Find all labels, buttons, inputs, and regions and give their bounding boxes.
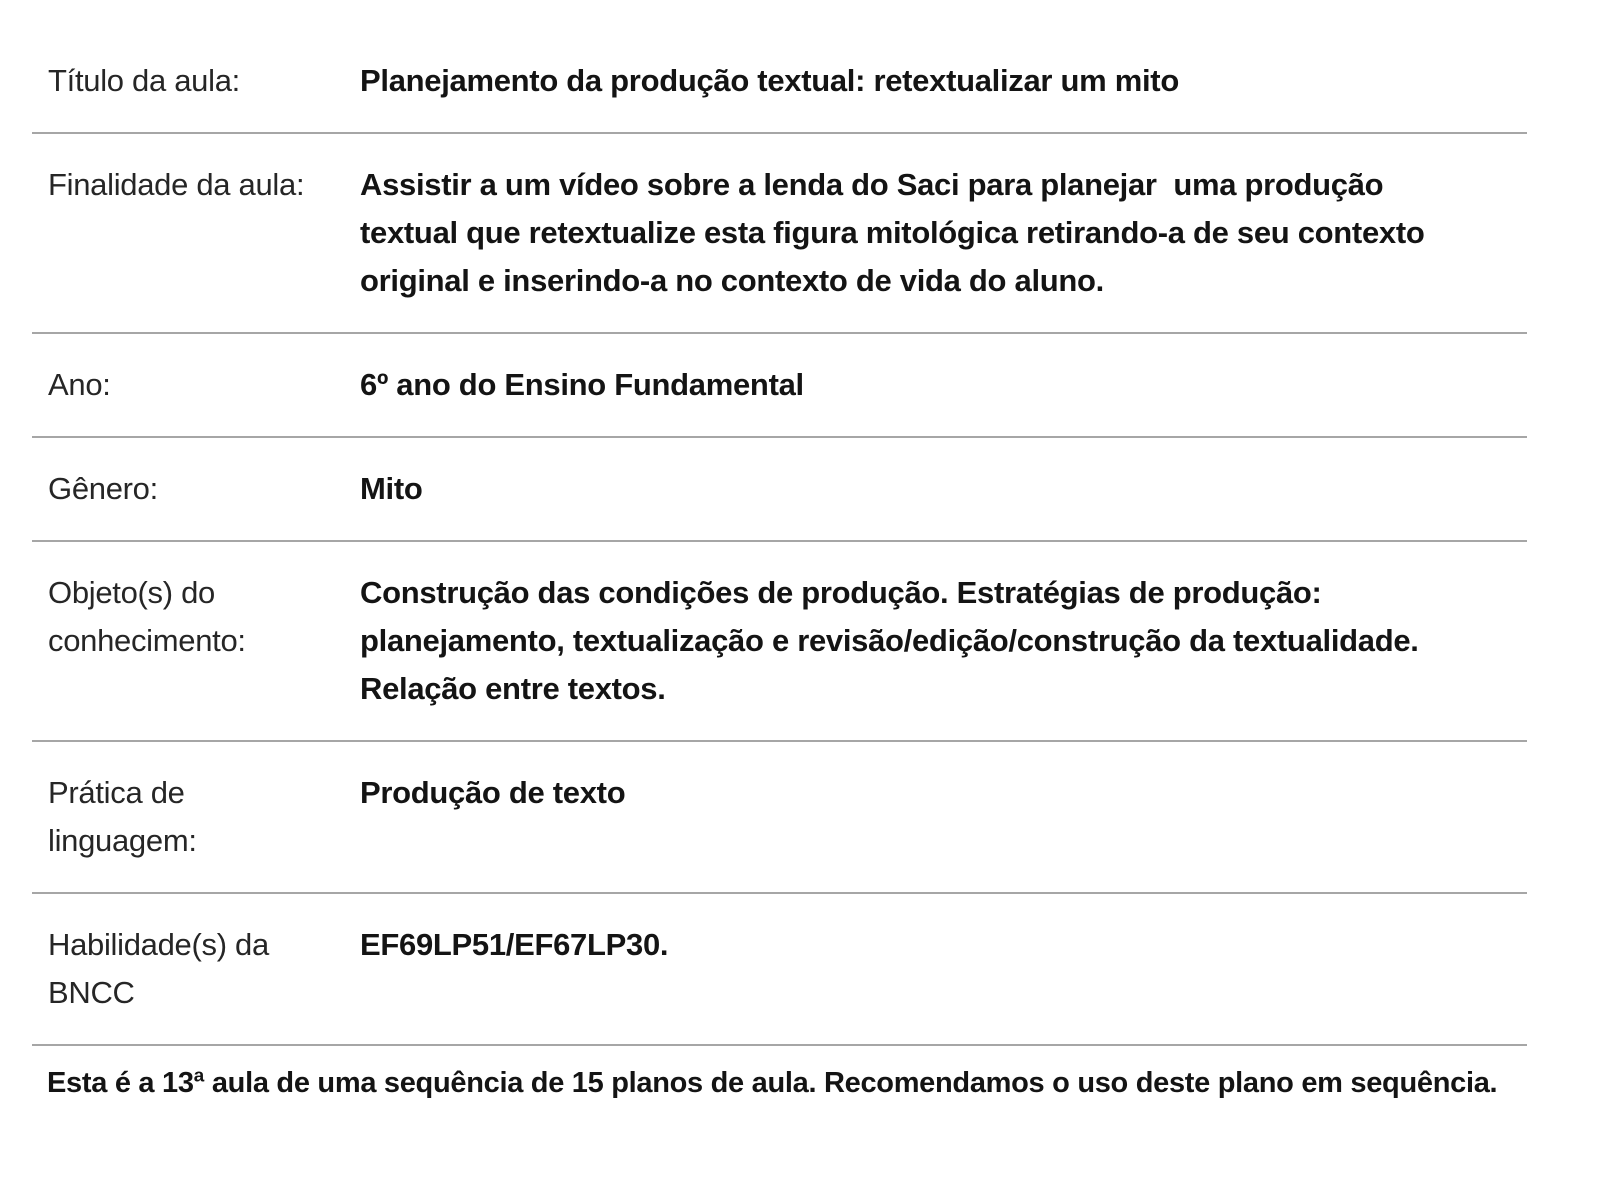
- row-label: Gênero:: [48, 471, 158, 506]
- row-label: Finalidade da aula:: [48, 167, 305, 202]
- row-value: Planejamento da produção textual: retextualizar um mito: [360, 63, 1179, 98]
- row-value: 6º ano do Ensino Fundamental: [360, 367, 804, 402]
- table-row-titulo: [32, 30, 1527, 134]
- row-value: Mito: [360, 471, 423, 506]
- table-row-finalidade: [32, 134, 1527, 334]
- row-label: Título da aula:: [48, 63, 240, 98]
- row-label: Habilidade(s) da BNCC: [48, 927, 269, 1010]
- table-row-pratica-linguagem: [32, 742, 1527, 894]
- row-value: Assistir a um vídeo sobre a lenda do Saci para planejar uma produção textual que retextualize esta figura mitológica retirando-a de seu contexto original e inserindo-a no contexto de vida do aluno.: [360, 167, 1433, 298]
- row-label: Ano:: [48, 367, 111, 402]
- row-label: Prática de linguagem:: [48, 775, 197, 858]
- row-value: Construção das condições de produção. Estratégias de produção: planejamento, textualização e revisão/edição/construção da textualidade. Relação entre textos.: [360, 575, 1427, 706]
- table-row-ano: [32, 334, 1527, 438]
- sequence-note: Esta é a 13ª aula de uma sequência de 15 planos de aula. Recomendamos o uso deste plano em sequência.: [47, 1067, 1498, 1099]
- row-label: Objeto(s) do conhecimento:: [48, 575, 246, 658]
- table-row-genero: [32, 438, 1527, 542]
- table-row-habilidade-bncc: [32, 894, 1527, 1046]
- lesson-info-table: [32, 30, 1527, 1046]
- row-value: Produção de texto: [360, 775, 626, 810]
- table-row-objeto-conhecimento: [32, 542, 1527, 742]
- row-value: EF69LP51/EF67LP30.: [360, 927, 669, 962]
